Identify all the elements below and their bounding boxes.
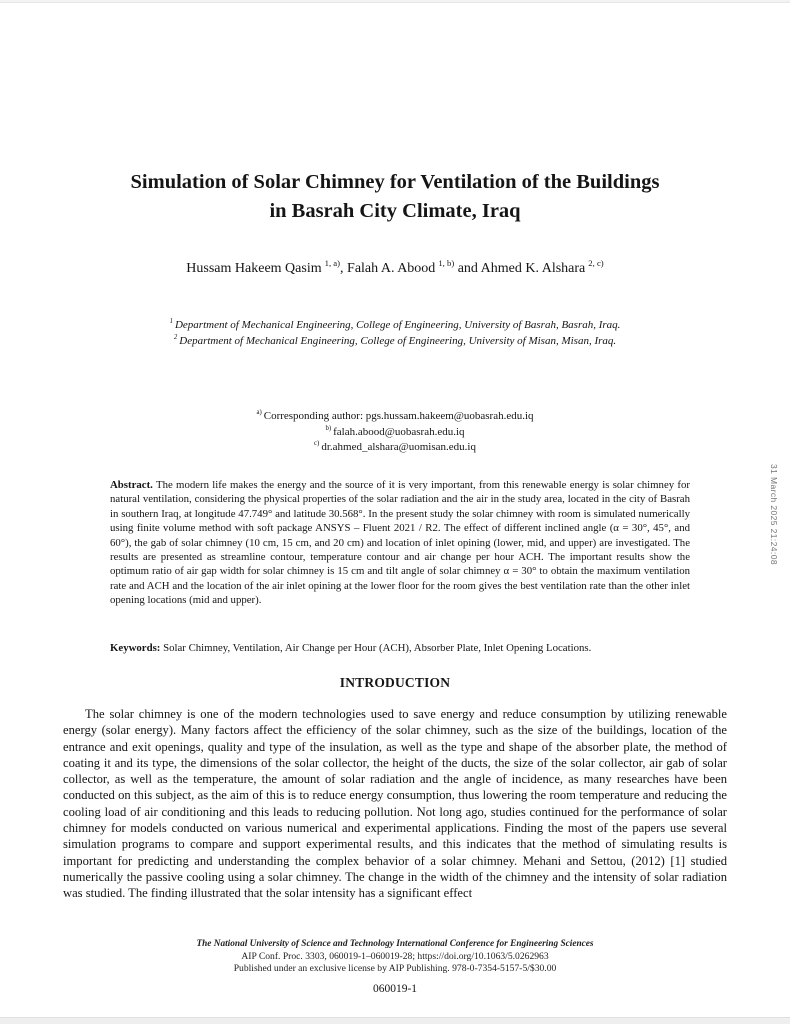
author-name: Ahmed K. Alshara [480,261,586,276]
correspondence-line [0,440,790,456]
abstract [110,478,690,608]
affiliations-block [0,318,790,349]
affiliation-text: Department of Mechanical Engineering, College of Engineering, University of Misan, Misan, Iraq. [179,334,617,347]
abstract-text: The modern life makes the energy and the source of it is very important, from this renewable energy is solar chimney for natural ventilation, considering the physical properties of the solar radiation and the air in the study area, located in the city of Basrah in southern Iraq, at longitude 47.749° and latitude 30.568°. In the present study the solar chimney with room is simulated numerically using finite volume method with soft package ANSYS – Fluent 2021 / R2. The effect of different inclined angle (α = 30°, 45°, and 60°), the gab of solar chimney (10 cm, 15 cm, and 20 cm) and location of inlet opining (lower, mid, and upper) are investigated. The results are presented as streamline contour, temperature contour and air change per hour ACH. The important results show the optimum ratio of air gap width for solar chimney is 15 cm and tilt angle of solar chimney α = 30° to obtain the maximum ventilation rate and ACH and the location of the air inlet opining at the lower floor for the room gives the best ventilation rate than the other inlet opening locations (mid and upper). [110,479,690,607]
author-separator: and [454,261,481,276]
author-separator: , [340,261,348,276]
affiliation-line [0,334,790,350]
footer-license: Published under an exclusive license by AIP Publishing. 978-0-7354-5157-5/$30.00 [233,963,557,975]
affiliation-number: 1 [169,318,173,326]
correspondence-line [0,425,790,441]
correspondence-text: falah.abood@uobasrah.edu.iq [333,425,465,438]
author-name: Falah A. Abood [347,261,436,276]
abstract-label: Abstract. [110,479,153,491]
affiliation-line [0,318,790,334]
introduction-paragraph: The solar chimney is one of the modern technologies used to save energy and reduce consumption by utilizing renewable energy (solar energy). Many factors affect the efficiency of the solar chimney, such as the size of the buildings, location of the entrance and exit openings, quality and type of the insulation, as well as the type and shape of the absorber plate, the method of coating it and its type, the dimensions of the solar collector, the height of the ducts, the size of the solar collector, air gab of solar collector, as well as the temperature, the amount of solar radiation and the angle of incidence, as many researches have been conducted on this subject, as the aim of this is to reduce energy consumption, thus lowering the room temperature and reducing the cooling load of air conditioning and this leads to reducing pollution. Not long ago, studies continued for the performance of solar chimney for models conducted on various numerical and experimental applications. Finding the most of the papers use several simulation programs to compare and support experimental results, and this indicates that the method of simulating results is important for predicting and understanding the complex behavior of a solar chimney. Mehani and Settou, (2012) [1] studied numerically the passive cooling using a solar chimney. The change in the width of the chimney and the intensity of solar radiation was studied. The finding illustrated that the solar intensity has a significant effect [63,707,727,901]
paper-title [0,168,790,226]
keywords-text: Solar Chimney, Ventilation, Air Change per Hour (ACH), Absorber Plate, Inlet Opening Locations. [163,642,592,654]
correspondence-line [0,409,790,425]
viewer-top-edge [0,0,790,3]
keywords [110,641,690,655]
paper-title-line-2: in Basrah City Climate, Iraq [269,200,521,222]
author-affiliation-mark: 1, a) [324,258,341,269]
section-heading-introduction: INTRODUCTION [339,675,451,690]
correspondence-text: dr.ahmed_alshara@uomisan.edu.iq [321,441,476,453]
affiliation-text: Department of Mechanical Engineering, College of Engineering, University of Basrah, Basrah, Iraq. [174,319,621,331]
page-number: 060019-1 [372,983,418,995]
correspondence-block [0,409,790,456]
author-affiliation-mark: 1, b) [438,258,455,269]
footer-conference-title: The National University of Science and Technology International Conference for Engineering Sciences [196,939,594,949]
paper-title-line-1: Simulation of Solar Chimney for Ventilation of the Buildings [130,171,660,193]
correspondence-mark: b) [325,424,332,432]
correspondence-mark: c) [314,440,320,448]
download-timestamp: 31 March 2025 21:24:08 [769,464,779,565]
footer-block [0,938,790,976]
viewer-bottom-edge [0,1017,790,1024]
authors-line [0,258,790,277]
correspondence-text: Corresponding author: pgs.hussam.hakeem@uobasrah.edu.iq [263,410,534,422]
correspondence-mark: a) [256,409,262,417]
footer-citation: AIP Conf. Proc. 3303, 060019-1–060019-28; https://doi.org/10.1063/5.0262963 [241,950,549,962]
affiliation-number: 2 [173,333,178,341]
author-affiliation-mark: 2, c) [588,258,604,269]
author-name: Hussam Hakeem Qasim [186,261,322,276]
keywords-label: Keywords: [110,642,161,654]
